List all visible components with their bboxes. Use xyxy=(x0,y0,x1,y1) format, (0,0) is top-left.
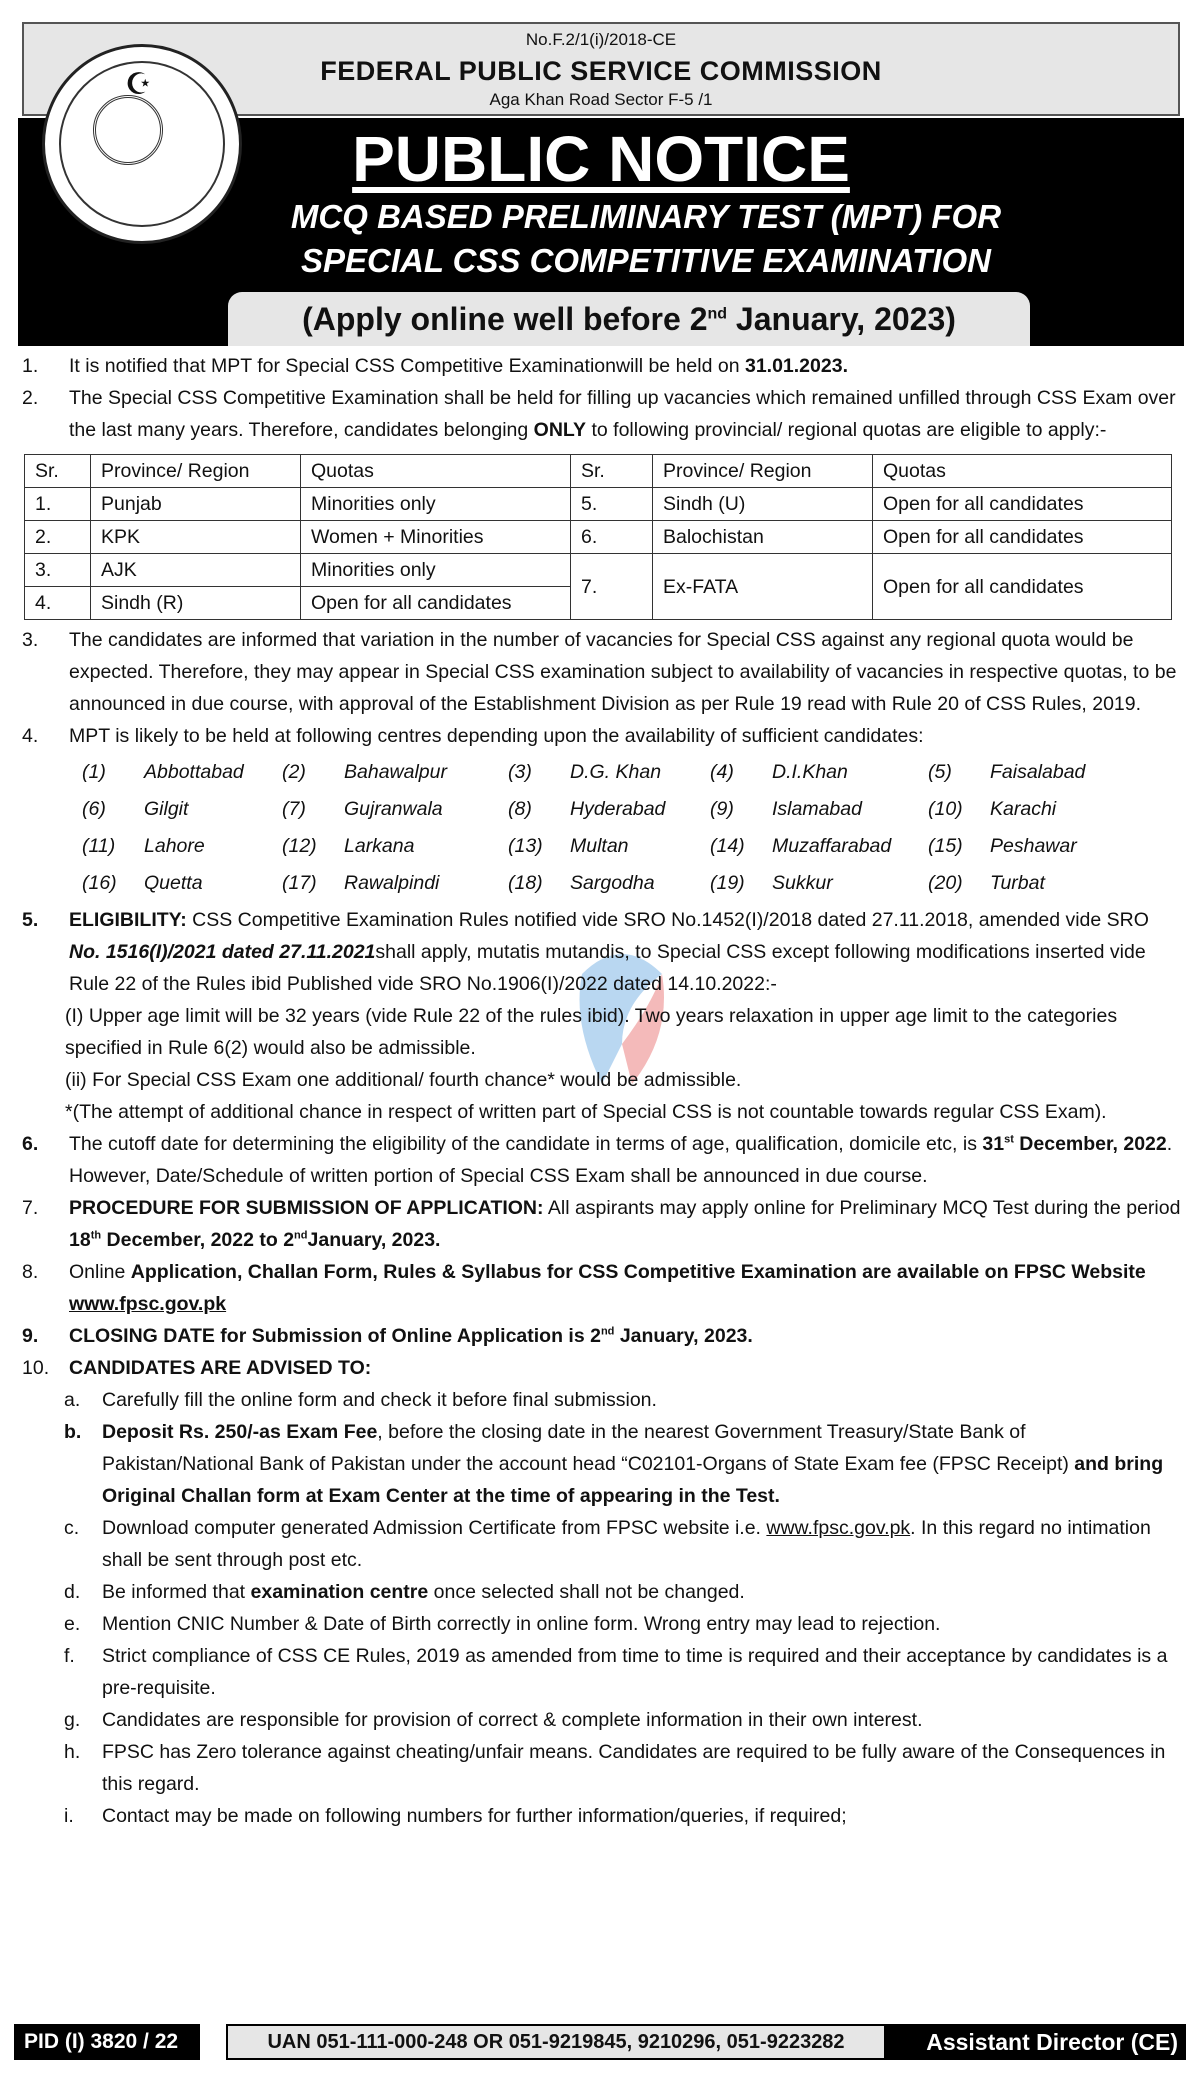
centre-number: (16) xyxy=(82,872,117,894)
centre-number: (3) xyxy=(508,761,532,783)
centre-name: Karachi xyxy=(990,798,1057,820)
eligibility-note: *(The attempt of additional chance in respect of written part of Special CSS is not countable towards regular CSS Exam). xyxy=(65,1101,1107,1123)
centre-number: (18) xyxy=(508,872,543,894)
centre-name: Peshawar xyxy=(990,835,1077,857)
centre-name: Larkana xyxy=(344,835,415,857)
notice-body xyxy=(14,350,1186,1832)
point-4: 4. MPT is likely to be held at following centres depending upon the availability of sufficient candidates: xyxy=(22,725,924,747)
seal-emblem xyxy=(93,95,163,165)
point-7: 7. PROCEDURE FOR SUBMISSION OF APPLICATION: All aspirants may apply online for Preliminary MCQ Test during the period 18th December, 2022 to 2ndJanuary, 2023. xyxy=(22,1197,1181,1251)
centre-name: Sargodha xyxy=(570,872,655,894)
centre-name: Gilgit xyxy=(144,798,189,820)
centre-name: Faisalabad xyxy=(990,761,1086,783)
admission-certificate-link[interactable]: www.fpsc.gov.pk xyxy=(766,1517,911,1539)
point-2: 2. The Special CSS Competitive Examination shall be held for filling up vacancies which remained unfilled through CSS Exam over the last many years. Therefore, candidates belonging ONLY to following provincial/ regional quotas are eligible to apply:- xyxy=(22,387,1176,441)
centre-name: Hyderabad xyxy=(570,798,666,820)
advice-h: h. FPSC has Zero tolerance against cheating/unfair means. Candidates are required to be fully aware of the Consequences in this regard. xyxy=(64,1741,1166,1795)
centre-number: (15) xyxy=(928,835,963,857)
advice-b: b. Deposit Rs. 250/-as Exam Fee, before the closing date in the nearest Government Treasury/State Bank of Pakistan/National Bank of Pakistan under the account head “C02101-Organs of State Exam fee (FPSC Receipt) and bring Original Challan form at Exam Center at the time of appearing in the Test. xyxy=(64,1421,1164,1507)
centre-number: (9) xyxy=(710,798,734,820)
centre-number: (5) xyxy=(928,761,952,783)
fpsc-website-link[interactable]: www.fpsc.gov.pk xyxy=(69,1293,227,1315)
centre-name: D.I.Khan xyxy=(772,761,848,783)
point-1: 1. It is notified that MPT for Special CSS Competitive Examinationwill be held on 31.01.2023. xyxy=(22,355,848,377)
organization-name: FEDERAL PUBLIC SERVICE COMMISSION xyxy=(320,56,882,86)
eligibility-age: (I) Upper age limit will be 32 years (vide Rule 22 of the rules ibid). Two years relaxation in upper age limit to the categories specified in Rule 6(2) would also be admissible. xyxy=(65,1005,1118,1059)
advice-c: c. Download computer generated Admission Certificate from FPSC website i.e. www.fpsc.gov.pk. In this regard no intimation shall be sent through post etc. xyxy=(64,1517,1151,1571)
advice-d: d. Be informed that examination centre once selected shall not be changed. xyxy=(64,1581,745,1603)
exam-centres-list xyxy=(82,752,1186,904)
centre-number: (19) xyxy=(710,872,745,894)
eligibility-chance: (ii) For Special CSS Exam one additional/ fourth chance* would be admissible. xyxy=(65,1069,742,1091)
centre-number: (13) xyxy=(508,835,543,857)
table-row: 2. KPK Women + Minorities 6. Balochistan Open for all candidates xyxy=(25,521,1172,554)
uan-contact: UAN 051-111-000-248 OR 051-9219845, 9210296, 051-9223282 xyxy=(226,2024,886,2060)
centre-number: (6) xyxy=(82,798,106,820)
organization-address: Aga Khan Road Sector F-5 /1 xyxy=(489,90,713,109)
signatory: Assistant Director (CE) xyxy=(886,2024,1186,2060)
point-10: 10. CANDIDATES ARE ADVISED TO: xyxy=(22,1357,372,1379)
quota-table xyxy=(24,454,1172,620)
point-5: 5. ELIGIBILITY: CSS Competitive Examination Rules notified vide SRO No.1452(I)/2018 dated 27.11.2018, amended vide SRO No. 1516(I)/2021 dated 27.11.2021shall apply, mutatis mutandis, to Special CSS except following modifications inserted vide Rule 22 of the Rules ibid Published vide SRO No.1906(I)/2022 dated 14.10.2022:- xyxy=(22,909,1149,995)
point-3: 3. The candidates are informed that variation in the number of vacancies for Special CSS against any regional quota would be expected. Therefore, they may appear in Special CSS examination subject to availability of vacancies in respective quotas, to be announced in due course, with approval of the Establishment Division as per Rule 19 read with Rule 20 of CSS Rules, 2019. xyxy=(22,629,1177,715)
crescent-star-icon: ☪ xyxy=(125,68,152,101)
centre-name: Islamabad xyxy=(772,798,862,820)
centre-number: (17) xyxy=(282,872,317,894)
notice-subtitle-2: SPECIAL CSS COMPETITIVE EXAMINATION xyxy=(300,242,992,279)
advice-i: i. Contact may be made on following numbers for further information/queries, if required; xyxy=(64,1805,847,1827)
apply-deadline-banner: (Apply online well before 2nd January, 2023) xyxy=(228,292,1030,346)
centre-name: Turbat xyxy=(990,872,1045,894)
advice-e: e. Mention CNIC Number & Date of Birth correctly in online form. Wrong entry may lead to rejection. xyxy=(64,1613,941,1635)
centre-name: Quetta xyxy=(144,872,203,894)
notice-subtitle-1: MCQ BASED PRELIMINARY TEST (MPT) FOR xyxy=(290,198,1002,235)
centre-name: Bahawalpur xyxy=(344,761,447,783)
table-row: 4. Sindh (R) Open for all candidates xyxy=(25,587,1172,620)
centre-name: Rawalpindi xyxy=(344,872,440,894)
table-row: 1. Punjab Minorities only 5. Sindh (U) Open for all candidates xyxy=(25,488,1172,521)
footer-bar xyxy=(14,2024,1186,2060)
table-row: 3. AJK Minorities only 7. Ex-FATA Open for all candidates xyxy=(25,554,1172,587)
centre-name: Muzaffarabad xyxy=(772,835,892,857)
centre-number: (20) xyxy=(928,872,963,894)
centre-number: (2) xyxy=(282,761,306,783)
advice-a: a. Carefully fill the online form and check it before final submission. xyxy=(64,1389,657,1411)
centre-number: (4) xyxy=(710,761,734,783)
centre-name: Lahore xyxy=(144,835,205,857)
centre-number: (1) xyxy=(82,761,106,783)
notice-title: PUBLIC NOTICE xyxy=(352,123,850,195)
point-9: 9. CLOSING DATE for Submission of Online Application is 2nd January, 2023. xyxy=(22,1325,753,1347)
point-8: 8. Online Application, Challan Form, Rules & Syllabus for CSS Competitive Examination are available on FPSC Website www.fpsc.gov.pk xyxy=(22,1261,1146,1315)
point-6: 6. The cutoff date for determining the eligibility of the candidate in terms of age, qualification, domicile etc, is 31st December, 2022. However, Date/Schedule of written portion of Special CSS Exam shall be announced in due course. xyxy=(22,1133,1173,1187)
centre-number: (12) xyxy=(282,835,317,857)
advice-g: g. Candidates are responsible for provision of correct & complete information in their own interest. xyxy=(64,1709,923,1731)
fpsc-seal-logo xyxy=(42,44,242,244)
centre-name: Sukkur xyxy=(772,872,833,894)
notice-page xyxy=(14,14,1186,2062)
table-header-row: Sr. Province/ Region Quotas Sr. Province/ Region Quotas xyxy=(25,455,1172,488)
reference-number: No.F.2/1(i)/2018-CE xyxy=(525,30,677,49)
centre-name: Multan xyxy=(570,835,629,857)
centre-number: (14) xyxy=(710,835,745,857)
centre-name: Abbottabad xyxy=(144,761,244,783)
centre-name: Gujranwala xyxy=(344,798,443,820)
centre-number: (11) xyxy=(82,835,116,857)
pid-number: PID (I) 3820 / 22 xyxy=(14,2024,200,2060)
advice-f: f. Strict compliance of CSS CE Rules, 2019 as amended from time to time is required and their acceptance by candidates is a pre-requisite. xyxy=(64,1645,1168,1699)
centre-name: D.G. Khan xyxy=(570,761,662,783)
centre-number: (10) xyxy=(928,798,963,820)
centre-number: (8) xyxy=(508,798,532,820)
centre-number: (7) xyxy=(282,798,306,820)
